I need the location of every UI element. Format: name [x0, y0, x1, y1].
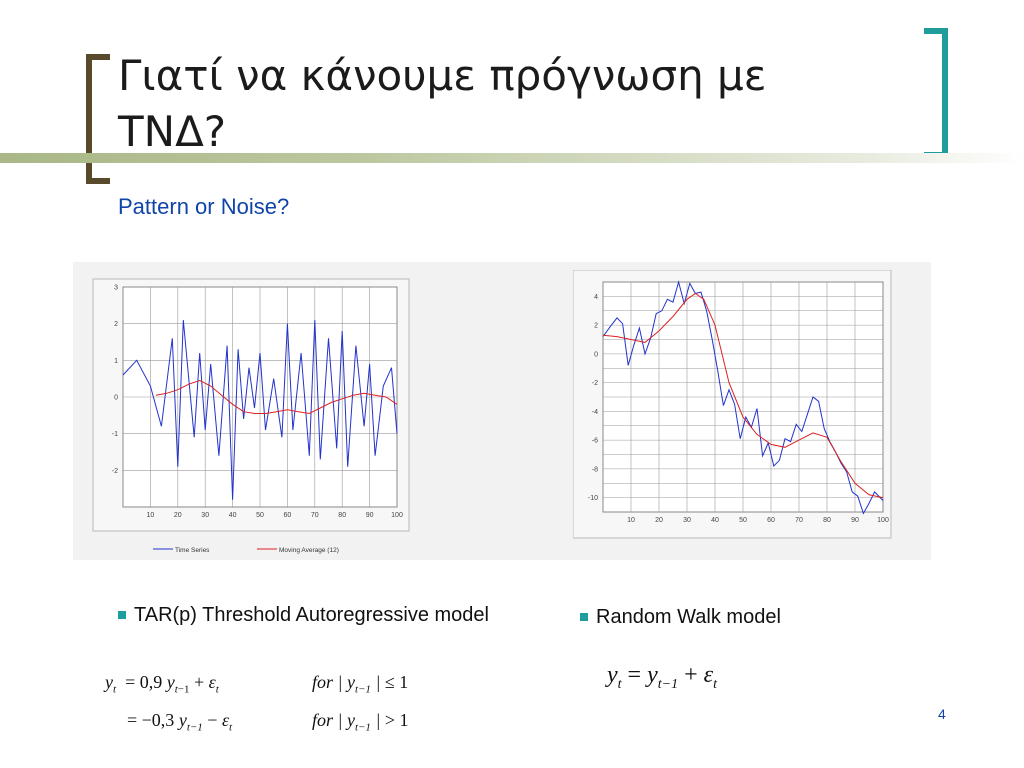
tar-chart [85, 275, 410, 560]
random-walk-y-tick-label: -8 [591, 466, 598, 474]
random-walk-bullet [580, 603, 980, 631]
random-walk-equation: $y_t = y_{t-1} + \varepsilon_t$ [607, 662, 717, 692]
tar-x-tick-label: 50 [256, 512, 264, 519]
tar-eq1-lhs: $y_t$ [105, 672, 117, 696]
tar-x-tick-label: 100 [391, 512, 403, 519]
tar-x-tick-label: 20 [173, 512, 182, 519]
tar-x-tick-label: 30 [201, 512, 210, 519]
random-walk-x-tick-label: 50 [739, 517, 747, 524]
random-walk-y-tick-label: -10 [587, 495, 598, 503]
random-walk-y-tick-label: 2 [594, 322, 598, 330]
tar-x-tick-label: 70 [310, 512, 319, 519]
bullet-square-icon [580, 613, 588, 621]
random-walk-y-tick-label: -2 [591, 380, 598, 388]
tar-equation-line-1 [105, 672, 219, 696]
left-bracket-decoration [86, 54, 110, 184]
tar-x-tick-label: 60 [283, 512, 292, 519]
random-walk-x-tick-label: 30 [683, 517, 691, 524]
tar-eq1-condition: for | $y_{t-1}$ | ≤ 1 [312, 672, 409, 696]
slide-subtitle: Pattern or Noise? [118, 194, 290, 219]
tar-x-tick-label: 90 [365, 512, 374, 519]
random-walk-y-tick-label: 0 [594, 351, 598, 359]
tar-x-tick-label: 40 [228, 512, 237, 519]
random-walk-x-tick-label: 100 [877, 517, 889, 524]
legend-label-moving-average: Moving Average (12) [279, 547, 339, 554]
tar-equation-line-2: = −0,3 $y_{t-1} - \varepsilon_t$ [127, 710, 233, 734]
right-bracket-decoration [924, 28, 948, 158]
random-walk-x-tick-label: 20 [655, 517, 663, 524]
random-walk-x-tick-label: 10 [627, 517, 635, 524]
random-walk-x-tick-label: 60 [767, 517, 775, 524]
random-walk-y-tick-label: -4 [591, 408, 598, 416]
tar-x-tick-label: 10 [146, 512, 155, 519]
random-walk-y-tick-label: 4 [594, 293, 598, 301]
tar-x-tick-label: 80 [338, 512, 347, 519]
tar-eq2-condition: for | $y_{t-1}$ | > 1 [312, 710, 409, 734]
tar-y-tick-label: 0 [114, 394, 118, 402]
random-walk-chart [573, 270, 913, 540]
random-walk-x-tick-label: 70 [795, 517, 803, 524]
tar-y-tick-label: 3 [114, 284, 118, 292]
tar-bullet-text: TAR(p) Threshold Autoregressive model [134, 604, 489, 626]
random-walk-x-tick-label: 90 [851, 517, 859, 524]
tar-y-tick-label: 2 [114, 321, 118, 329]
tar-bullet [118, 601, 538, 629]
tar-y-tick-label: -1 [111, 431, 118, 439]
legend-label-time-series: Time Series [175, 547, 210, 554]
random-walk-x-tick-label: 80 [823, 517, 831, 524]
random-walk-bullet-text: Random Walk model [596, 606, 781, 628]
tar-y-tick-label: -2 [111, 467, 118, 475]
random-walk-y-tick-label: -6 [591, 437, 598, 445]
tar-y-tick-label: 1 [114, 357, 118, 365]
tar-eq1-rhs: = 0,9 $y_{t-1} + \varepsilon_t$ [120, 672, 219, 696]
page-number: 4 [938, 706, 946, 722]
slide-title: Γιατί να κάνουμε πρόγνωση με ΤΝΔ? [118, 51, 767, 156]
tar-legend [153, 547, 339, 554]
random-walk-x-tick-label: 40 [711, 517, 719, 524]
bullet-square-icon [118, 611, 126, 619]
